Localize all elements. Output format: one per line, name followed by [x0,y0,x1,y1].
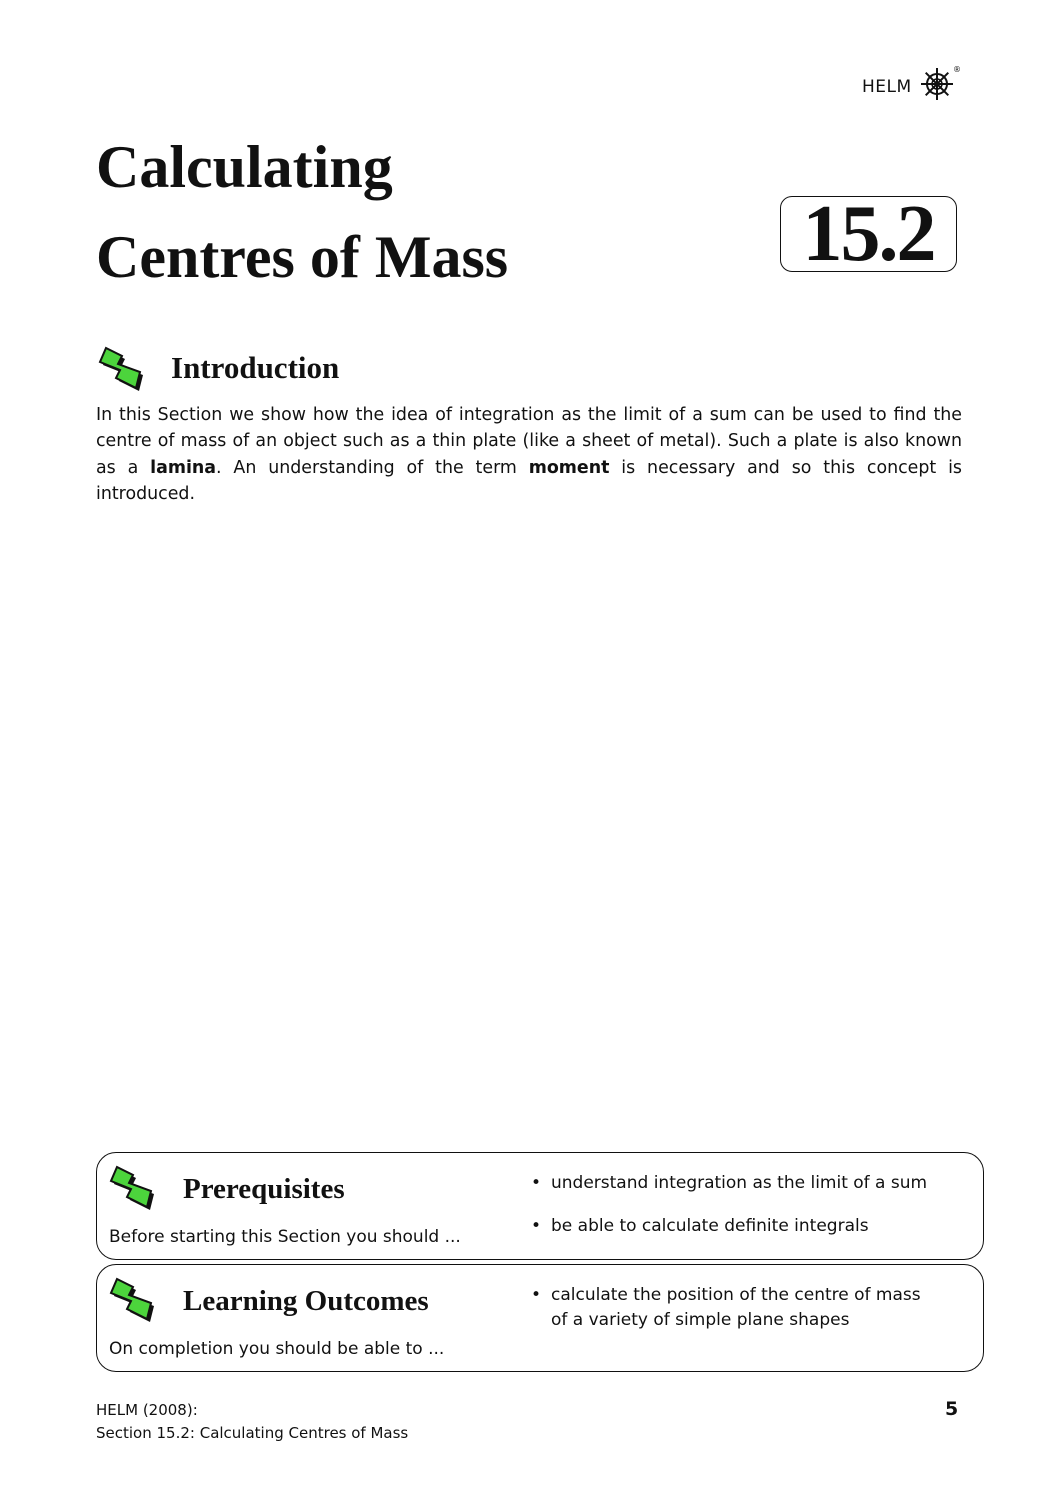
intro-text-1: In this Section we show how the idea of integration as the limit of a sum can be used to find the centre of mass of an object such as a thin plate (like a sheet of metal). Such a plate is also known as a [96,405,962,478]
page-number: 5 [945,1398,959,1420]
term-lamina: lamina [150,457,217,478]
registered-mark: ® [953,65,961,74]
helm-logo-text: HELM [862,77,912,97]
learning-outcomes-heading: Learning Outcomes [183,1285,429,1317]
footer-line-2: Section 15.2: Calculating Centres of Mass [96,1424,409,1442]
section-number: 15.2 [802,190,935,278]
lightning-arrow-icon [107,1163,159,1213]
introduction-paragraph [96,402,962,507]
lightning-arrow-icon [96,344,148,394]
footer-line-1: HELM (2008): [96,1401,198,1419]
introduction-heading: Introduction [171,350,340,385]
learning-outcomes-list [529,1283,929,1351]
list-item: • calculate the position of the centre of mass of a variety of simple plane shapes [529,1283,929,1333]
prerequisites-list [529,1171,969,1257]
intro-text-3: is necessary and so this concept is introduced. [96,457,962,504]
list-item: • understand integration as the limit of a sum [529,1171,969,1196]
learning-outcomes-subtext: On completion you should be able to ... [109,1339,445,1359]
intro-text-2: . An understanding of the term [216,457,529,478]
learning-outcomes-box [96,1264,984,1372]
section-title [96,122,746,302]
title-line-1: Calculating [96,134,393,200]
ship-wheel-icon [920,67,954,101]
section-number-box [780,190,957,278]
prerequisites-heading: Prerequisites [183,1173,345,1205]
lightning-arrow-icon [107,1275,159,1325]
term-moment: moment [528,457,610,478]
prerequisites-box [96,1152,984,1260]
footer-citation [96,1399,408,1445]
list-item: • be able to calculate definite integrals [529,1214,969,1239]
prerequisites-subtext: Before starting this Section you should ... [109,1227,461,1247]
helm-logo [862,64,962,104]
title-line-2: Centres of Mass [96,224,509,290]
